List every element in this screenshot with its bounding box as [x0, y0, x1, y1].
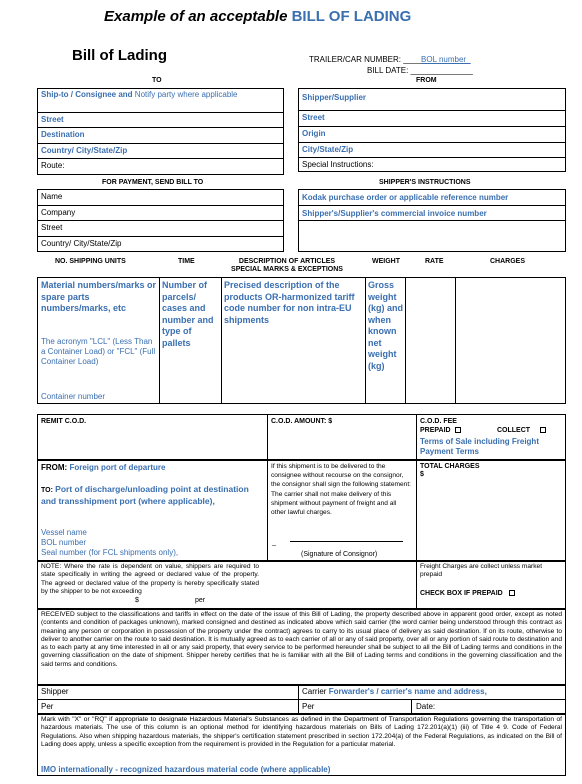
- notify-party-label: Notify party where applicable: [132, 90, 238, 99]
- vessel-bol-number: BOL number: [41, 538, 87, 547]
- vessel-block[interactable]: [41, 528, 178, 558]
- cod-prepaid-label: PREPAID: [420, 427, 451, 434]
- hazmat-text: Mark with "X" or "RQ" if appropriate to designate Hazardous Material's Substances as defined in the Department of Transportation Regulations governing the transportation of hazardous materials. The use of this column is an optional method for identifying hazardous materials on Bills of Lading 172.201(a)(1) (iii) of Title 4 9. Code of Federal Regulations. Also when shipping hazardous materials, the shipper's certification statement prescribed in section 172.204(a) of the Federal Regulations, as indicated on the Bill of Lading does apply, unless a specific exception from the requirement is provided in the Regulation for a particular material.: [41, 716, 562, 748]
- from-port-field[interactable]: [41, 463, 165, 473]
- check-if-prepaid-checkbox[interactable]: [509, 590, 515, 596]
- from-city-field[interactable]: City/State/Zip: [302, 145, 354, 154]
- signature-date-field[interactable]: Date:: [416, 702, 436, 711]
- rate-cell[interactable]: [406, 278, 454, 403]
- to-city-field[interactable]: Country/ City/State/Zip: [41, 146, 128, 155]
- units-cell[interactable]: [41, 280, 157, 315]
- cod-collect-label: COLLECT: [497, 427, 531, 434]
- weight-cell[interactable]: Gross weight (kg) and when known net weight (kg): [368, 280, 403, 371]
- bill-date-field[interactable]: BILL DATE: ______________: [367, 66, 473, 75]
- page-heading: [104, 8, 411, 25]
- cod-collect-option[interactable]: [497, 427, 546, 435]
- col-header-weight: WEIGHT: [372, 258, 400, 265]
- bill-to-city-field[interactable]: Country/ City/State/Zip: [41, 239, 122, 248]
- value-note-text: NOTE: Where the rate is dependent on value, shippers are required to state specifically in writing the agreed or declared value of the property. The agreed or declared value of the property is hereby specifically stated by the shipper to be not exceeding: [41, 563, 259, 595]
- terms-of-sale-field[interactable]: Terms of Sale including Freight Payment Terms: [420, 437, 539, 456]
- to-port-label: TO:: [41, 487, 53, 494]
- route-field[interactable]: Route:: [41, 161, 65, 170]
- col-header-description: [222, 258, 352, 275]
- trailer-number-field: [309, 55, 471, 65]
- commercial-invoice-field[interactable]: Shipper's/Supplier's commercial invoice number: [302, 209, 487, 218]
- cod-fee-label: C.O.D. FEE: [420, 418, 457, 425]
- imo-code-field[interactable]: IMO internationally - recognized hazardous material code (where applicable): [41, 765, 331, 774]
- container-number-text: Container number: [41, 392, 106, 401]
- destination-field[interactable]: Destination: [41, 130, 85, 139]
- to-port-value: Port of discharge/unloading point at destination and transshipment port (where applicable),: [41, 484, 249, 506]
- from-port-value: Foreign port of departure: [69, 463, 166, 472]
- value-note-dollar: $: [135, 597, 139, 604]
- to-label: TO: [152, 77, 162, 84]
- to-street-field[interactable]: Street: [41, 115, 64, 124]
- consignor-dash: _: [272, 539, 276, 546]
- check-if-prepaid-label: CHECK BOX IF PREPAID: [420, 590, 503, 597]
- from-street-field[interactable]: Street: [302, 113, 325, 122]
- cod-collect-checkbox[interactable]: [540, 427, 546, 433]
- from-label: FROM: [416, 77, 437, 84]
- ship-to-consignee-label: Ship-to / Consignee and: [41, 90, 133, 99]
- trailer-number-label: TRAILER/CAR NUMBER: ____: [309, 55, 422, 64]
- seal-number: Seal number (for FCL shipments only),: [41, 548, 179, 557]
- shipper-instructions-header: SHIPPER'S INSTRUCTIONS: [379, 179, 471, 186]
- page-heading-prefix: Example of an acceptable: [104, 8, 292, 25]
- to-port-field[interactable]: [41, 484, 265, 507]
- check-if-prepaid-option[interactable]: [420, 590, 515, 598]
- ship-to-consignee-field[interactable]: [41, 90, 281, 100]
- carrier-field[interactable]: [302, 687, 487, 697]
- consignor-signature-label: (Signature of Consignor): [301, 551, 378, 558]
- carrier-label: Carrier: [302, 687, 327, 696]
- remit-cod-label: REMIT C.O.D.: [41, 418, 87, 425]
- cod-prepaid-option[interactable]: [420, 427, 461, 435]
- page-heading-highlight: BILL OF LADING: [291, 8, 412, 25]
- consignor-statement: If this shipment is to be delivered to the consignee without recourse on the consignor, the consignor shall sign the following statement: The carrier shall not make delivery of this shipment without payment of freight and all other lawful charges.: [271, 463, 412, 517]
- col-header-rate: RATE: [425, 258, 444, 265]
- total-charges-label: TOTAL CHARGES $: [420, 463, 480, 479]
- units-description: Material numbers/marks or spare parts numbers/marks, etc: [41, 280, 157, 313]
- charges-cell[interactable]: [456, 278, 565, 403]
- value-note-per: per: [195, 597, 206, 604]
- carrier-value: Forwarder's / carrier's name and address,: [328, 687, 487, 696]
- purchase-order-field[interactable]: Kodak purchase order or applicable reference number: [302, 193, 509, 202]
- special-instructions-field[interactable]: Special Instructions:: [302, 160, 374, 169]
- description-cell[interactable]: Precised description of the products OR-harmonized tariff code number for non intra-EU shipments: [224, 280, 355, 325]
- consignor-signature-line[interactable]: [290, 532, 403, 542]
- from-port-label: FROM:: [41, 463, 68, 472]
- col-header-description-2: SPECIAL MARKS & EXCEPTIONS: [231, 266, 343, 274]
- bill-to-street-field[interactable]: Street: [41, 223, 63, 232]
- vessel-name: Vessel name: [41, 528, 87, 537]
- col-header-units: NO. SHIPPING UNITS: [55, 258, 126, 265]
- document-title: Bill of Lading: [72, 47, 167, 64]
- units-acronym-text: The acronym "LCL" (Less Than a Container Load) or "FCL" (Full Container Load): [41, 337, 156, 366]
- cod-amount-label: C.O.D. AMOUNT: $: [271, 418, 333, 425]
- cod-prepaid-checkbox[interactable]: [455, 427, 461, 433]
- origin-field[interactable]: Origin: [302, 129, 326, 138]
- bill-to-company-field[interactable]: Company: [41, 208, 76, 217]
- shipper-signature-field[interactable]: Shipper: [41, 687, 69, 696]
- carrier-per-field[interactable]: Per: [302, 702, 315, 711]
- freight-collect-note: Freight Charges are collect unless market prepaid: [420, 563, 543, 579]
- received-terms-text: RECEIVED subject to the classifications and tariffs in effect on the date of the issue of this Bill of Lading, the property described above in apparent good order, except as noted (contents and condition of packages unknown), marked consigned and destined as indicated above which said carrier (the word carrier being understood through this contract as meaning any person or corporation in possession of the property under the contract) agrees to carry to its usual place of delivery as said destination. If on its route, otherwise to deliver to another carrier on the route to said destination. It is mutually agreed as to each carrier of all or any of said property, over all or any portion of said route to destination and as to each party at any time interested in all or any said property, that every service to be performed hereunder shall be subject to all the Bill of Lading terms and conditions in the governing classification on the date of shipment. Shipper hereby certifies that he is familiar with all the Bill of Lading terms and conditions in the governing classification and the said terms and conditions.: [41, 611, 562, 668]
- trailer-number-value[interactable]: BOL number_: [421, 55, 471, 64]
- payment-header: FOR PAYMENT, SEND BILL TO: [102, 179, 204, 186]
- bill-to-name-field[interactable]: Name: [41, 192, 63, 201]
- col-header-charges: CHARGES: [490, 258, 526, 265]
- time-cell[interactable]: Number of parcels/ cases and number and type of pallets: [162, 280, 214, 348]
- col-header-description-1: DESCRIPTION OF ARTICLES: [238, 258, 336, 265]
- shipper-per-field[interactable]: Per: [41, 702, 54, 711]
- shipper-supplier-field[interactable]: Shipper/Supplier: [302, 93, 367, 102]
- col-header-time: TIME: [178, 258, 195, 265]
